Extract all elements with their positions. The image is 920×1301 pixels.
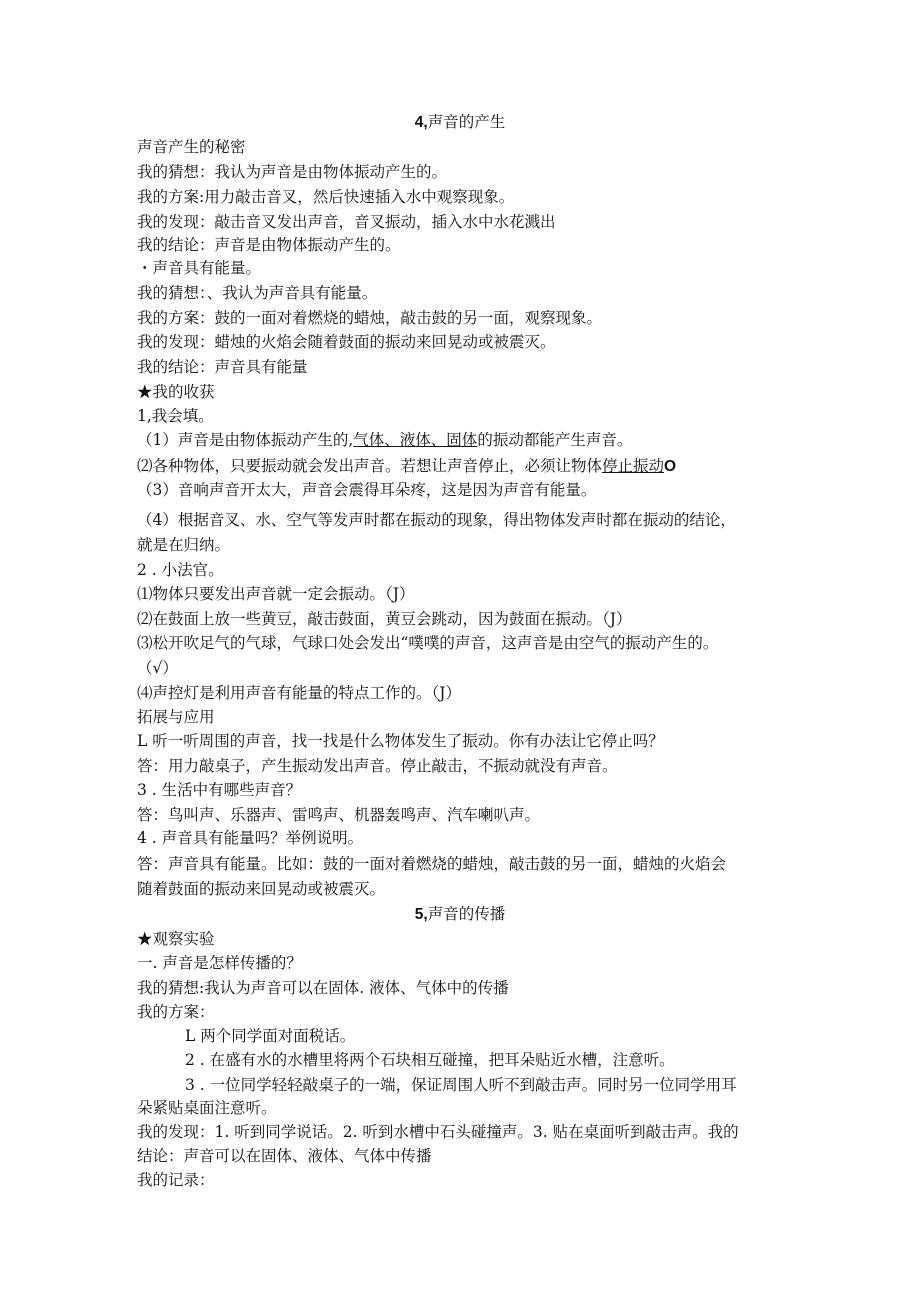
question-text: 的振动都能产生声音。 <box>477 431 633 449</box>
question-text: ⑵各种物体，只要振动就会发出声音。若想让声音停止，必须让物体 <box>137 457 603 475</box>
fill-question-2 <box>137 456 800 477</box>
judge-title: 2 . 小法官。 <box>137 561 224 579</box>
finding-line: 我的发现：1. 听到同学说话。2. 听到水槽中石头碰撞声。3. 贴在桌面听到敲击声。我的 <box>137 1123 739 1141</box>
plan-step-3-cont: 朵紧贴桌面注意听。 <box>137 1099 277 1117</box>
fill-question-4: （4）根据音叉、水、空气等发声时都在振动的现象，得出物体发声时都在振动的结论， <box>137 511 736 529</box>
extension-answer-4-cont: 随着鼓面的振动来回晃动或被震灭。 <box>137 880 386 898</box>
guess-line: 我的猜想:我认为声音可以在固体. 液体、气体中的传播 <box>137 979 509 997</box>
fill-question-1 <box>137 430 800 450</box>
extension-answer-4: 答：声音具有能量。比如：鼓的一面对着燃烧的蜡烛，敲击鼓的另一面，蜡烛的火焰会 <box>137 855 727 873</box>
extension-question-3: 3 . 生活中有哪些声音？ <box>137 781 302 799</box>
observe-subheading: 一. 声音是怎样传播的？ <box>137 954 302 972</box>
plan-step-2: 2 . 在盛有水的水槽里将两个石块相互碰撞，把耳朵贴近水槽，注意听。 <box>185 1051 675 1069</box>
question-text: （1）声音是由物体振动产生的, <box>137 431 354 449</box>
observe-heading: ★观察实验 <box>137 930 215 948</box>
finding-line: 我的发现：敲击音叉发出声音，音叉振动，插入水中水花溅出 <box>137 213 556 231</box>
fill-question-3: （3）音响声音开太大，声音会震得耳朵疼，这是因为声音有能量。 <box>137 481 597 499</box>
section-number: 4, <box>414 114 428 131</box>
extension-answer-1: 答：用力敲桌子，产生振动发出声音。停止敲击，不振动就没有声音。 <box>137 757 618 775</box>
judge-item-2: ⑵在鼓面上放一些黄豆，敲击鼓面，黄豆会跳动，因为鼓面在振动。（J） <box>137 610 632 628</box>
finding-line: 我的发现：蜡烛的火焰会随着鼓面的振动来回晃动或被震灭。 <box>137 333 556 351</box>
fill-question-4-cont: 就是在归纳。 <box>137 536 231 554</box>
section-5-title <box>0 904 920 925</box>
record-label: 我的记录： <box>137 1171 215 1189</box>
judge-item-3-cont: （√） <box>137 659 178 677</box>
subheading: ・声音具有能量。 <box>137 259 262 277</box>
fill-answer: 停止振动 <box>602 457 665 475</box>
plan-label: 我的方案： <box>137 1003 215 1021</box>
plan-step-3: 3 . 一位同学轻轻敲桌子的一端，保证周围人听不到敲击声。同时另一位同学用耳 <box>185 1076 737 1094</box>
judge-item-1: ⑴物体只要发出声音就一定会振动。（J） <box>137 585 415 603</box>
question-text: O <box>664 458 677 475</box>
extension-heading: 拓展与应用 <box>137 708 215 726</box>
conclusion-line: 我的结论：声音具有能量 <box>137 358 308 376</box>
extension-question-1: L 听一听周围的声音，找一找是什么物体发生了振动。你有办法让它停止吗？ <box>137 732 664 750</box>
section-number: 5, <box>414 906 428 923</box>
guess-line: 我的猜想：我认为声音是由物体振动产生的。 <box>137 163 448 181</box>
conclusion-line: 我的结论：声音是由物体振动产生的。 <box>137 236 401 254</box>
section-4-title <box>0 112 920 133</box>
section-title-text: 声音的传播 <box>427 905 506 923</box>
judge-item-4: ⑷声控灯是利用声音有能量的特点工作的。（J） <box>137 684 461 702</box>
subheading: 声音产生的秘密 <box>137 138 246 156</box>
plan-line: 我的方案：鼓的一面对着燃烧的蜡烛，敲击鼓的另一面，观察现象。 <box>137 309 603 327</box>
plan-line: 我的方案:用力敲击音叉，然后快速插入水中观察现象。 <box>137 188 515 206</box>
extension-question-4: 4 . 声音具有能量吗？举例说明。 <box>137 829 364 847</box>
fill-title: 1,我会填。 <box>137 407 214 425</box>
judge-item-3: ⑶松开吹足气的气球，气球口处会发出“噗噗的声音，这声音是由空气的振动产生的。 <box>137 634 719 652</box>
plan-step-1: L 两个同学面对面税话。 <box>185 1027 356 1045</box>
extension-answer-3: 答：鸟叫声、乐器声、雷鸣声、机器轰鸣声、汽车喇叭声。 <box>137 806 541 824</box>
guess-line: 我的猜想：、我认为声音具有能量。 <box>137 284 378 302</box>
conclusion-line: 结论：声音可以在固体、液体、气体中传播 <box>137 1147 432 1165</box>
section-title-text: 声音的产生 <box>427 113 506 131</box>
fill-answer: 气体、液体、固体 <box>353 431 478 449</box>
harvest-heading: ★我的收获 <box>137 383 215 401</box>
